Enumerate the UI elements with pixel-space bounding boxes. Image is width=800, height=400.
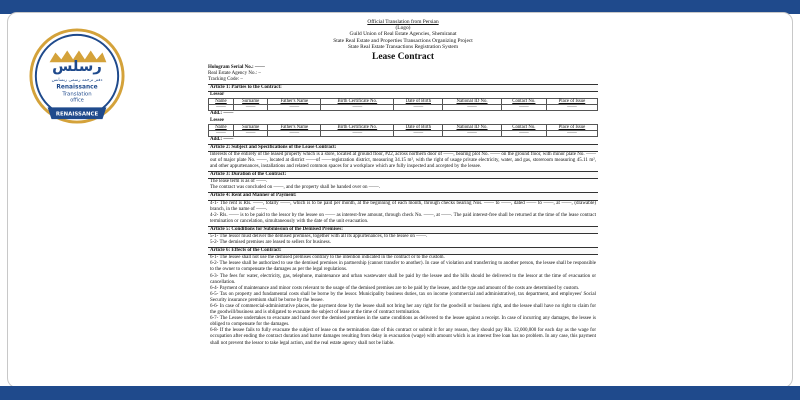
article-4-line-2: 4-2- Rls. —— is to be paid to the lessor by the lessee on —— as interest-free amount, through check No. ——, at ——. The paid interest-free shall be returned at the time of the lease contract termination or cancelation, simultaneously with the date of the unit evacuation. <box>210 212 596 224</box>
org-line-1: Guild Union of Real Estate Agencies, Shemiranat <box>349 31 457 38</box>
tracking-code: Tracking Code: – <box>208 77 243 83</box>
table-cell: —— <box>209 130 234 136</box>
col-place-issue: Place of Issue <box>546 124 597 130</box>
article-6-item: 6-4- Payment of maintenance and minor costs relevant to the usage of the demised premises are to be paid by the lessee, and the type and amount of the costs are determined by custom. <box>210 285 580 291</box>
table-cell: —— <box>546 130 597 136</box>
bottom-band <box>0 386 800 400</box>
article-4-title: Article 4: Rent and Manner of Payment: <box>208 192 598 200</box>
logo-persian-line: دفتر ترجمه رسمی رنسانس <box>51 77 103 83</box>
logo-sub1: Translation <box>62 91 92 98</box>
table-cell: —— <box>321 105 394 111</box>
col-birth-cert: Birth Certificate No. <box>321 124 394 130</box>
col-national-id: National ID No. <box>443 124 502 130</box>
article-1-title: Article 1: Parties to the Contract: <box>208 84 598 92</box>
logo-note: (Logo) <box>395 25 411 32</box>
lessee-data-row <box>209 130 598 136</box>
table-cell: —— <box>321 130 394 136</box>
article-6-item: 6-5- Tax on property and fundamental costs shall be borne by the lessor. Municipality business duties, tax on income (commercial and administrative), tax department, and employees' Social Security insurance premium shall be borne by the lessee. <box>210 291 596 303</box>
logo-ribbon: RENAISSANCE <box>55 111 99 118</box>
lessor-table <box>208 98 598 111</box>
col-surname: Surname <box>233 99 268 105</box>
article-6-item: 6-7- The Lessee undertakes to evacuate and hand over the demised premises in the same conditions as delivered to the lessee against a receipt. In case of incurring any damages, the lessee is obliged to compensate for the damages. <box>210 316 596 328</box>
table-cell: —— <box>394 130 443 136</box>
hologram-serial: Hologram Serial No.: —— <box>208 65 265 71</box>
col-birth-cert: Birth Certificate No. <box>321 99 394 105</box>
col-surname: Surname <box>233 124 268 130</box>
meta-block <box>208 65 598 83</box>
lessee-label: Lessee <box>210 117 224 123</box>
logo-wordmark: رسلس <box>52 58 102 76</box>
table-cell: —— <box>443 105 502 111</box>
lessor-address: Add.: —— <box>210 111 234 117</box>
col-name: Name <box>209 124 234 130</box>
org-line-3: State Real Estate Transactions Registration System <box>347 43 459 50</box>
lessee-table <box>208 124 598 137</box>
logo-sub2: office <box>70 97 84 104</box>
col-dob: Date of Birth <box>394 99 443 105</box>
table-cell: —— <box>501 130 546 136</box>
col-place-issue: Place of Issue <box>546 99 597 105</box>
article-3-title: Article 3: Duration of the Contract: <box>208 171 598 179</box>
article-6-item: 6-3- The fees for water, electricity, gas, telephone, maintenance and urban wastewater shall be paid by the lessee and the bills should be delivered to the lessor at the time of evacuation or cancellation. <box>210 273 596 285</box>
table-cell: —— <box>233 130 268 136</box>
article-2-title: Article 2: Subject and Specifications of the Lease Contract: <box>208 144 598 152</box>
agency-number: Real Estate Agency No.: – <box>208 71 261 77</box>
article-6-item: 6-1- The lessee shall not use the demised premises contrary to the intention indicated in the contract or to the custom. <box>210 255 445 261</box>
col-contact: Contact No. <box>501 124 546 130</box>
table-cell: —— <box>233 105 268 111</box>
article-4-line-1: 4-1- The rent is Rls. ——, totally ——, which is to be paid per month, at the beginning of each month, through checks bearing Nos. —— to ——, dated —— to ——, at ——, (drawable) branch, in the name of ——. <box>210 200 596 212</box>
col-fathers-name: Father's Name <box>268 99 321 105</box>
lease-document <box>208 19 598 347</box>
lessor-data-row <box>209 105 598 111</box>
renaissance-logo <box>28 27 126 125</box>
article-3-line-2: The contract was concluded on ——, and the property shall be handed over on ——. <box>210 185 380 191</box>
document-title: Lease Contract <box>372 52 434 63</box>
lessee-address: Add.: —— <box>210 136 234 142</box>
table-cell: —— <box>268 105 321 111</box>
article-3-line-1: The lease term is as of ——. <box>210 179 268 185</box>
document-frame <box>7 12 793 388</box>
col-national-id: National ID No. <box>443 99 502 105</box>
lessor-label: Lessor <box>210 92 225 98</box>
article-6-title: Article 6: Effects of the Contract: <box>208 247 598 255</box>
col-name: Name <box>209 99 234 105</box>
article-6-item: 6-2- The lessee shall be authorized to use the demised premises in partnership (cannot transfer to another). In case of violation and transferring to another person, the lessee shall be responsible to the owner to compensate the damages as per the legal regulations. <box>210 261 596 273</box>
document-header <box>208 19 598 63</box>
table-cell: —— <box>268 130 321 136</box>
official-translation-line: Official Translation from Persian <box>367 19 439 25</box>
article-6-item: 6-6- In case of commercial-administrative places, the payment done by the lessee shall not bring her any right for the goodwill or business right, and the lessee shall have no right to claim for the goodwill/business and is obligated to evacuate the subject of lease at the time of contract termination. <box>210 304 596 316</box>
article-6-item: 6-8- If the lessee fails to fully evacuate the subject of lease on the termination date of this contract or submit it for any reason, they should pay Rls. 12,000,000 for each day as the wage for occupation after ending the contract duration and barter damages resulting from delay in evacuation (wage) with amount which is as interest free loan has no problem. In any case, this payment shall not prevent the lessor to take legal action, and the real estate agency shall not be liable. <box>210 328 596 346</box>
table-cell: —— <box>394 105 443 111</box>
article-2-text: Interests of the entirety of the leased property which is a store, located at ground floor, #22, across northern door of ——, bearing plot No. —— on the ground floor, with minor plate No. —— out of major plate No. ——, located at district ——of ——registration district, measuring 34.15 m², with the right of usage private electricity, water, and gas, storeroom measuring 45.11 m², and other appurtenances, installations and related common spaces for a workplace which are fully inspected and accepted by the lessee. <box>210 151 596 170</box>
logo-name: Renaissance <box>56 84 98 91</box>
col-contact: Contact No. <box>501 99 546 105</box>
article-5-line-2: 5-2- The demised premises are leased to sellers for business. <box>210 240 331 246</box>
col-fathers-name: Father's Name <box>268 124 321 130</box>
org-line-2: State Real Estate and Properties Transactions Organizing Project <box>333 37 473 44</box>
col-dob: Date of Birth <box>394 124 443 130</box>
table-cell: —— <box>501 105 546 111</box>
table-cell: —— <box>546 105 597 111</box>
article-5-line-1: 5-1- The lessor must deliver the demised premises, together with all its appurtenances, to the lessee on ——. <box>210 233 428 239</box>
article-5-title: Article 5: Conditions for Submission of the Demised Premises: <box>208 226 598 234</box>
table-cell: —— <box>443 130 502 136</box>
table-cell: —— <box>209 105 234 111</box>
